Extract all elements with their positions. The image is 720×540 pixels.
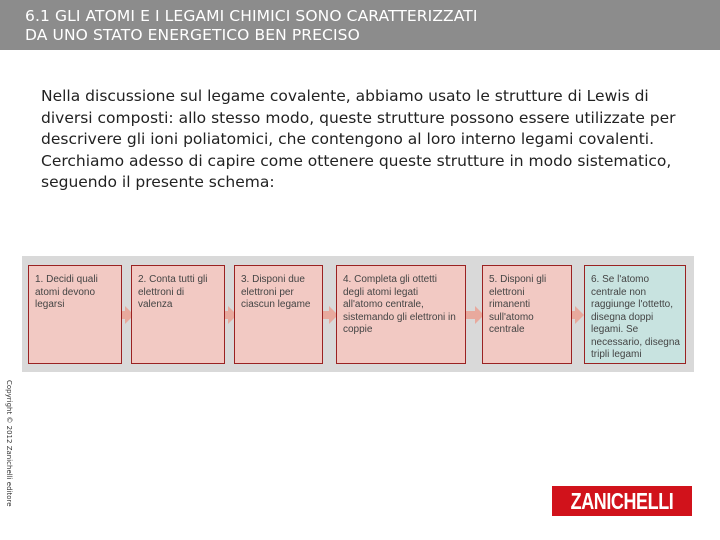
title-line-2: DA UNO STATO ENERGETICO BEN PRECISO xyxy=(25,26,360,44)
slide-title xyxy=(25,7,705,45)
title-line-1: GLI ATOMI E I LEGAMI CHIMICI SONO CARATTERIZZATI xyxy=(54,7,478,25)
flow-step-4: 4. Completa gli ottetti degli atomi legati all'atomo centrale, sistemando gli elettroni in coppie xyxy=(336,265,466,364)
flow-step-1: 1. Decidi quali atomi devono legarsi xyxy=(28,265,122,364)
copyright-notice xyxy=(1,380,13,540)
flow-step-3: 3. Disponi due elettroni per ciascun legame xyxy=(234,265,323,364)
body-paragraph: Nella discussione sul legame covalente, abbiamo usato le strutture di Lewis di diversi composti: allo stesso modo, queste strutture possono essere utilizzate per descrivere gli ioni poliatomici, che contengono al loro interno legami covalenti. Cerchiamo adesso di capire come ottenere queste strutture in modo sistematico, seguendo il presente schema: xyxy=(41,87,676,191)
header-bar xyxy=(0,0,720,50)
flow-arrow-icon xyxy=(575,306,584,324)
copyright-text: Copyright © 2012 Zanichelli editore xyxy=(5,380,13,507)
logo-text: ZANICHELLI xyxy=(570,487,674,514)
flow-step-6: 6. Se l'atomo centrale non raggiunge l'ottetto, disegna doppi legami. Se necessario, disegna tripli legami xyxy=(584,265,686,364)
flow-step-2: 2. Conta tutti gli elettroni di valenza xyxy=(131,265,225,364)
flow-step-5: 5. Disponi gli elettroni rimanenti sull'atomo centrale xyxy=(482,265,572,364)
section-number: 6.1 xyxy=(25,7,50,25)
flowchart xyxy=(22,256,694,372)
publisher-logo xyxy=(552,486,692,516)
